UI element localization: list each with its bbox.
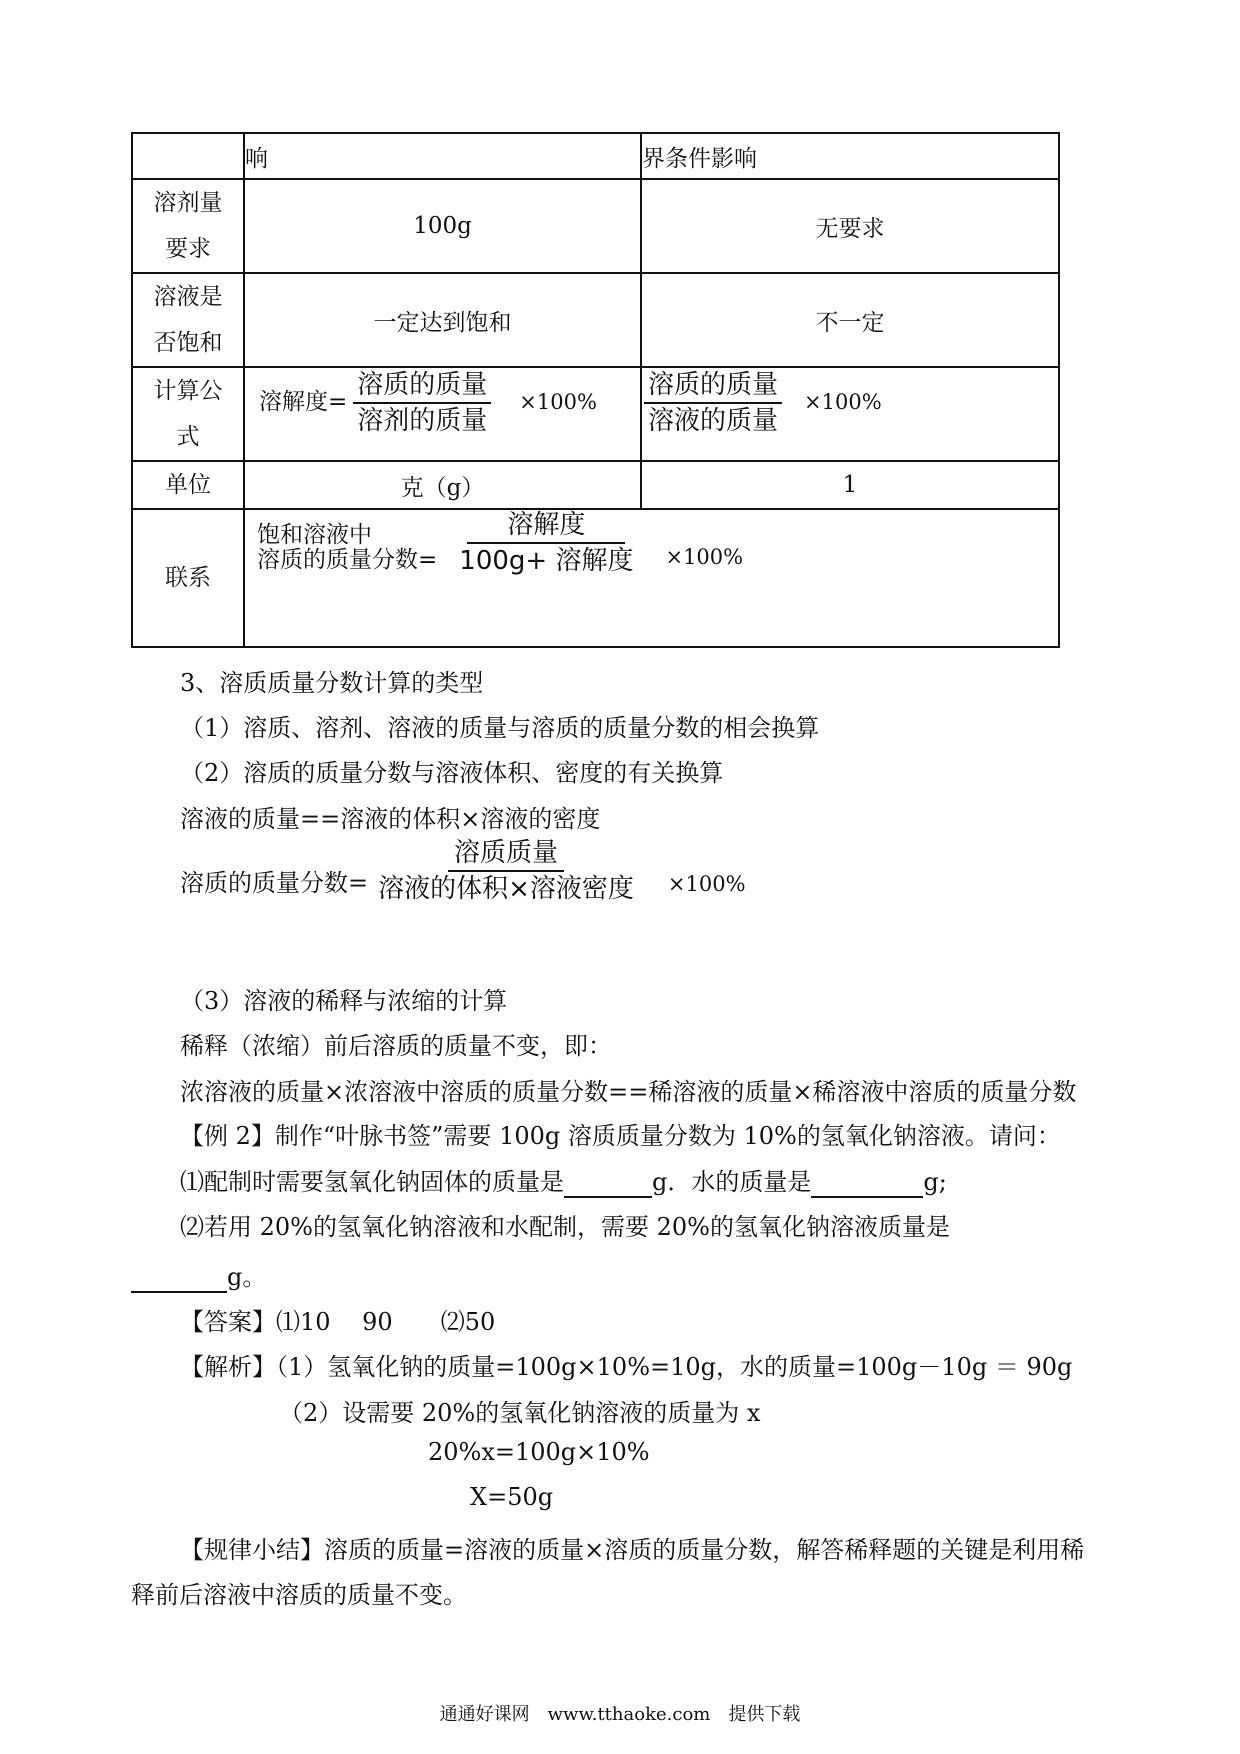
question-text: g。 — [227, 1263, 267, 1291]
row-label-line: 否饱和 — [153, 330, 223, 356]
question-text: ⑴配制时需要氢氧化钠固体的质量是 — [180, 1168, 564, 1196]
fraction-numerator: 溶解度 — [467, 510, 625, 544]
solubility-formula-cell — [244, 367, 641, 461]
table-row — [132, 509, 1059, 647]
table-cell: 不一定 — [641, 273, 1059, 367]
table-cell: 一定达到饱和 — [244, 273, 641, 367]
row-label-line: 溶液是 — [153, 284, 223, 310]
formula-prefix: 溶质的质量分数= — [257, 546, 438, 573]
formula-prefix: 溶质的质量分数= — [180, 869, 369, 897]
formula-suffix: ×100% — [665, 545, 744, 569]
summary-line: 【规律小结】溶质的质量=溶液的质量×溶质的质量分数，解答稀释题的关键是利用稀 — [180, 1536, 1085, 1564]
row-label-line: 式 — [176, 424, 200, 450]
row-label: 单位 — [132, 461, 244, 509]
question-2: ⑵若用 20%的氢氧化钠溶液和水配制，需要 20%的氢氧化钠溶液质量是 — [180, 1213, 950, 1241]
fraction — [455, 510, 637, 576]
row-label — [132, 273, 244, 367]
answer-blank — [131, 1263, 227, 1293]
row-label: 联系 — [132, 509, 244, 647]
row-label — [132, 367, 244, 461]
row-label — [132, 179, 244, 273]
table-row — [132, 273, 1059, 367]
answer-blank — [564, 1168, 652, 1198]
table-cell: 100g — [244, 179, 641, 273]
table-row — [132, 367, 1059, 461]
table-cell: 1 — [641, 461, 1059, 509]
table-row — [132, 133, 1059, 179]
table-cell: 克（g） — [244, 461, 641, 509]
comparison-table — [131, 132, 1060, 648]
summary-line: 释前后溶液中溶质的质量不变。 — [131, 1581, 467, 1609]
paragraph: 浓溶液的质量×浓溶液中溶质的质量分数==稀溶液的质量×稀溶液中溶质的质量分数 — [180, 1078, 1077, 1106]
table-cell — [132, 133, 244, 179]
fraction — [644, 370, 782, 436]
paragraph: （3）溶液的稀释与浓缩的计算 — [180, 987, 508, 1015]
answer: 【答案】⑴10 90 ⑵50 — [180, 1308, 496, 1336]
question-text: g．水的质量是 — [652, 1168, 812, 1196]
formula-prefix: 溶解度= — [259, 389, 348, 415]
example-title: 【例 2】制作“叶脉书签”需要 100g 溶质质量分数为 10%的氢氧化钠溶液。请问： — [180, 1122, 1061, 1150]
row-label-line: 计算公 — [153, 378, 223, 404]
table-cell: 响 — [244, 133, 641, 179]
table-row — [132, 461, 1059, 509]
relation-line: 饱和溶液中 — [257, 522, 372, 548]
row-label-line: 要求 — [165, 236, 211, 262]
question-text: g; — [923, 1168, 947, 1196]
solution-line: X=50g — [470, 1483, 554, 1511]
mass-fraction-formula-cell — [641, 367, 1059, 461]
paragraph: 稀释（浓缩）前后溶质的质量不变，即： — [180, 1032, 612, 1060]
fraction-denominator: 溶液的体积×溶液密度 — [378, 874, 634, 904]
paragraph: （1）溶质、溶剂、溶液的质量与溶质的质量分数的相会换算 — [180, 714, 820, 742]
mass-fraction-formula — [180, 838, 746, 904]
fraction-denominator: 溶液的质量 — [648, 406, 779, 436]
fraction-denominator: 100g+ 溶解度 — [459, 546, 634, 576]
formula-suffix: ×100% — [804, 390, 882, 414]
row-label-line: 溶剂量 — [153, 190, 223, 216]
page-footer: 通通好课网 www.tthaoke.com 提供下载 — [439, 1704, 801, 1725]
fraction-numerator: 溶质质量 — [448, 838, 564, 872]
fraction-numerator: 溶质的质量 — [353, 370, 491, 404]
question-1 — [180, 1162, 947, 1198]
relation-cell — [244, 509, 1059, 647]
formula-suffix: ×100% — [667, 872, 746, 896]
table-row — [132, 179, 1059, 273]
fraction — [374, 838, 638, 904]
fraction — [353, 370, 491, 436]
paragraph: （2）溶质的质量分数与溶液体积、密度的有关换算 — [180, 759, 724, 787]
fraction-denominator: 溶剂的质量 — [357, 406, 488, 436]
section-heading: 3、溶质质量分数计算的类型 — [180, 669, 484, 697]
paragraph: 溶液的质量==溶液的体积×溶液的密度 — [180, 805, 601, 833]
answer-blank — [811, 1168, 923, 1198]
table-cell: 界条件影响 — [641, 133, 1059, 179]
table-cell: 无要求 — [641, 179, 1059, 273]
solution-line: 【解析】（1）氢氧化钠的质量=100g×10%=10g，水的质量=100g－10g ＝ 90g — [180, 1353, 1073, 1381]
solution-line: （2）设需要 20%的氢氧化钠溶液的质量为 x — [279, 1399, 761, 1427]
question-2-continued — [131, 1257, 266, 1293]
fraction-numerator: 溶质的质量 — [644, 370, 782, 404]
formula-suffix: ×100% — [519, 390, 597, 414]
solution-line: 20%x=100g×10% — [428, 1438, 650, 1466]
